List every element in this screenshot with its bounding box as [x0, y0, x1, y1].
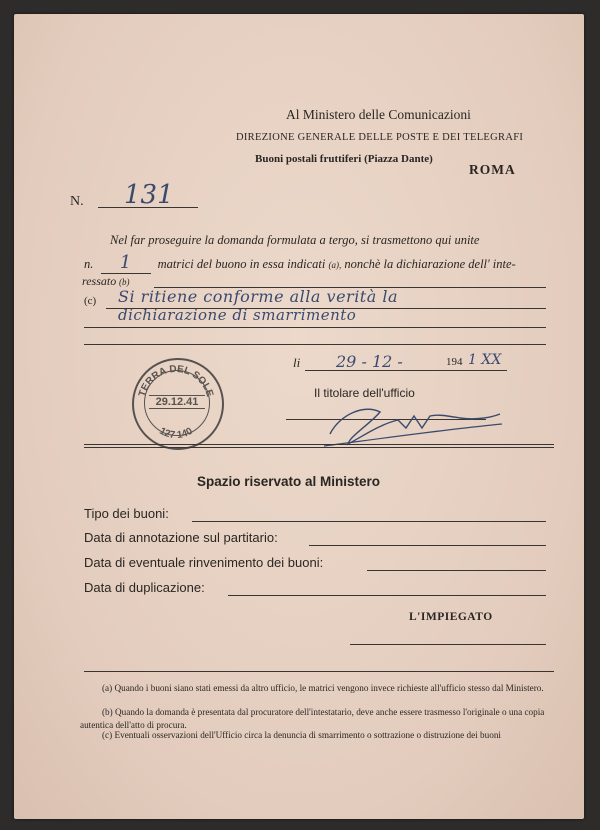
footnote-b: (b) Quando la domanda è presentata dal procuratore dell'intestatario, deve anche essere trasmesso l'originale o una copia autentica dell'atto di procura. — [80, 707, 545, 730]
number-label: N. — [70, 194, 84, 209]
footnote-divider — [84, 671, 554, 672]
field-label: Tipo dei buoni — [84, 506, 166, 521]
sentence-cont: ressato — [82, 274, 117, 288]
stamp-bottom-text: 127 140 — [157, 425, 195, 442]
form-sheet — [14, 14, 584, 819]
field-label: Data di eventuale rinvenimento dei buoni — [84, 555, 320, 570]
footnote-c: (c) Eventuali osservazioni dell'Ufficio circa la denuncia di smarrimento o sottrazione o distruzione dei buoni — [102, 730, 501, 740]
footnote-a: (a) Quando i buoni siano stati emessi da altro ufficio, le matrici vengono invece richieste all'ufficio stesso dal Ministero. — [102, 683, 544, 693]
field-annotazione-line — [309, 545, 546, 546]
city-heading: ROMA — [469, 162, 516, 177]
ministry-heading: Al Ministero delle Comunicazioni — [286, 107, 471, 122]
sentence-middle: matrici del buono in essa indicati — [157, 257, 326, 271]
field-duplicazione: Data di duplicazione: — [84, 580, 205, 595]
n-label: n. — [84, 257, 94, 271]
ref-b: (b) — [118, 277, 130, 287]
impiegato-label: L'IMPIEGATO — [409, 611, 493, 623]
field-rinvenimento-line — [367, 570, 546, 571]
postmark-stamp — [132, 358, 224, 450]
n-value: 1 — [119, 252, 132, 273]
field-tipo-line — [192, 521, 546, 522]
stamp-inner-ring — [144, 370, 210, 436]
body-row-2 — [84, 252, 516, 274]
handwritten-line-2: dichiarazione di smarrimento — [118, 306, 357, 324]
ministry-section-title: Spazio riservato al Ministero — [197, 474, 381, 489]
n-value-field — [101, 252, 151, 274]
signature-scribble — [310, 394, 510, 454]
office-heading: Buoni postali fruttiferi (Piazza Dante) — [255, 153, 433, 165]
sentence-end: nonchè la dichiarazione dell' inte- — [344, 257, 516, 271]
stamp-date: 29.12.41 — [149, 395, 205, 409]
date-value: 29 - 12 - — [336, 352, 403, 371]
year-value: 1 XX — [468, 352, 502, 368]
number-value: 131 — [124, 180, 174, 210]
section-divider-2 — [84, 447, 554, 448]
handwritten-line-1: Si ritiene conforme alla verità la — [118, 287, 399, 306]
field-annotazione: Data di annotazione sul partitario: — [84, 530, 278, 545]
field-label: Data di annotazione sul partitario — [84, 530, 275, 545]
obs-line-2 — [84, 327, 546, 328]
titolare-label: Il titolare dell'ufficio — [314, 386, 415, 400]
impiegato-signature-line — [350, 644, 546, 645]
body-sentence-start: Nel far proseguire la domanda formulata a tergo, si trasmettono qui unite — [110, 233, 480, 247]
direction-heading: DIREZIONE GENERALE DELLE POSTE E DEI TELEGRAFI — [236, 132, 524, 143]
ref-c: (c) — [84, 295, 97, 307]
stamp-top-text: TERRA DEL SOLE — [136, 363, 216, 399]
field-tipo-buoni: Tipo dei buoni: — [84, 506, 169, 521]
year-printed: 194 — [446, 356, 463, 368]
field-duplicazione-line — [228, 595, 546, 596]
section-divider — [84, 444, 554, 445]
ref-a: (a), — [328, 260, 342, 270]
field-label: Data di duplicazione — [84, 580, 202, 595]
place-label: li — [293, 355, 301, 370]
field-rinvenimento: Data di eventuale rinvenimento dei buoni: — [84, 555, 324, 570]
obs-line-3 — [84, 344, 546, 345]
